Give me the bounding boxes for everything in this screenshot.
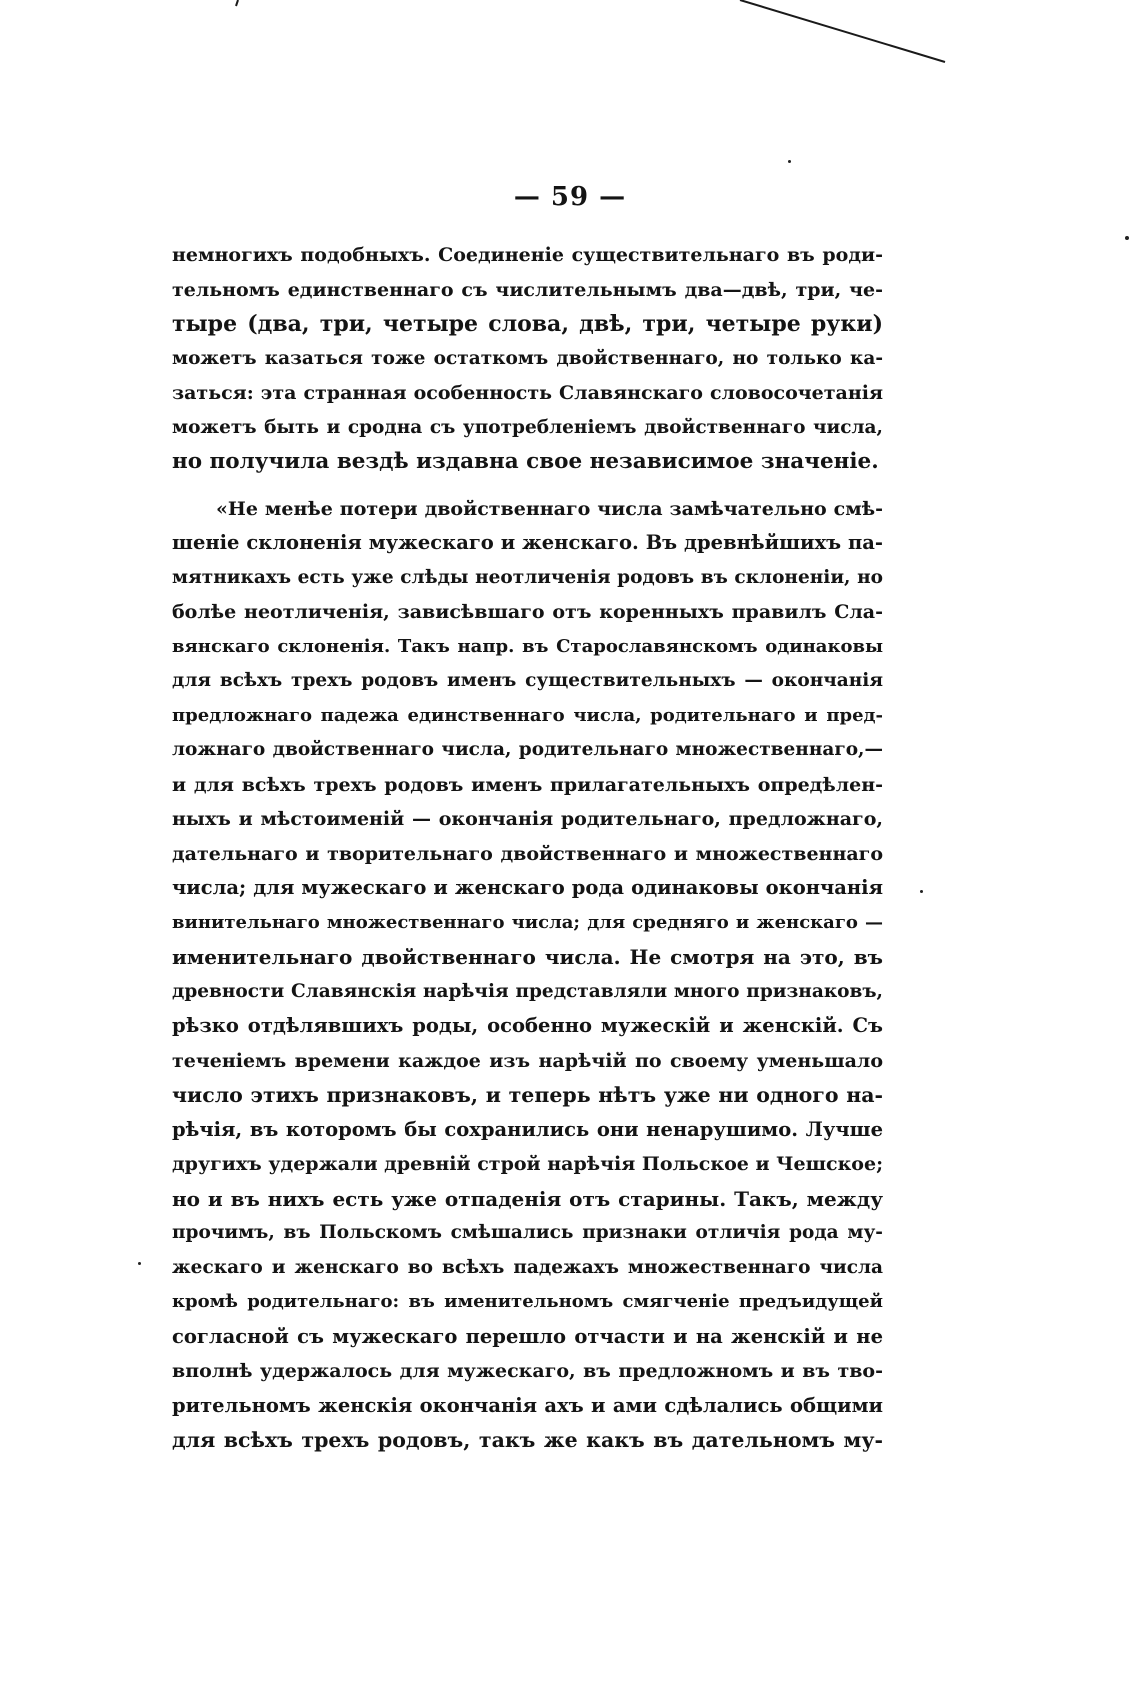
text-line: но получила вездѣ издавна свое независимое значеніе. (172, 449, 879, 474)
text-line: рѣзко отдѣлявшихъ роды, особенно мужескій и женскій. Съ (172, 1014, 883, 1037)
text-line: для всѣхъ трехъ родовъ именъ существительныхъ — окончанія (172, 670, 883, 691)
text-line: теченіемъ времени каждое изъ нарѣчій по своему уменьшало (172, 1049, 883, 1072)
text-line: но и въ нихъ есть уже отпаденія отъ старины. Такъ, между (172, 1186, 883, 1211)
paragraph-2 (172, 492, 883, 1458)
text-line: ныхъ и мѣстоименій — окончанія родительнаго, предложнаго, (172, 808, 883, 830)
text-line: «Не менѣе потери двойственнаго числа замѣчательно смѣ- (216, 497, 883, 520)
text-line: мятникахъ есть уже слѣды неотличенія родовъ въ склоненіи, но (172, 566, 883, 588)
text-line: для всѣхъ трехъ родовъ, такъ же какъ въ дательномъ му- (172, 1428, 883, 1452)
text-line: предложнаго падежа единственнаго числа, родительнаго и пред- (172, 704, 883, 726)
text-line: другихъ удержали древній строй нарѣчія Польское и Чешское; (172, 1153, 883, 1175)
text-line: кромѣ родительнаго: въ именительномъ смягченіе предъидущей (172, 1291, 883, 1312)
text-line: и для всѣхъ трехъ родовъ именъ прилагательныхъ опредѣлен- (172, 773, 883, 796)
text-line: вполнѣ удержалось для мужескаго, въ предложномъ и въ тво- (172, 1360, 883, 1382)
scan-speck (920, 890, 923, 893)
text-line: число этихъ признаковъ, и теперь нѣтъ уже ни одного на- (172, 1083, 883, 1107)
scan-edge-line (0, 0, 1140, 120)
text-line: согласной съ мужескаго перешло отчасти и на женскій и не (172, 1324, 883, 1348)
scan-speck (1125, 236, 1129, 240)
text-line: рительномъ женскія окончанія ахъ и ами сдѣлались общими (172, 1393, 883, 1417)
text-line: шеніе склоненія мужескаго и женскаго. Въ древнѣйшихъ па- (172, 531, 883, 554)
text-line: немногихъ подобныхъ. Соединеніе существительнаго въ роди- (172, 244, 883, 266)
text-line: числа; для мужескаго и женскаго рода одинаковы окончанія (172, 876, 883, 899)
text-line: тельномъ единственнаго съ числительнымъ два—двѣ, три, че- (172, 278, 883, 301)
text-line: ложнаго двойственнаго числа, родительнаго множественнаго,— (172, 739, 883, 760)
page-number: — 59 — (513, 182, 627, 212)
text-line: вянскаго склоненія. Такъ напр. въ Старославянскомъ одинаковы (172, 635, 883, 657)
text-line: именительнаго двойственнаго числа. Не смотря на это, въ (172, 945, 883, 969)
text-line: болѣе неотличенія, зависѣвшаго отъ коренныхъ правилъ Сла- (172, 601, 883, 623)
text-line: заться: эта странная особенность Славянскаго словосочетанія (172, 382, 883, 404)
text-line: жескаго и женскаго во всѣхъ падежахъ множественнаго числа (172, 1256, 883, 1278)
text-line: винительнаго множественнаго числа; для средняго и женскаго — (172, 911, 883, 933)
text-line: древности Славянскія нарѣчія представляли много признаковъ, (172, 980, 883, 1002)
text-line: можетъ быть и сродна съ употребленіемъ двойственнаго числа, (172, 416, 883, 438)
scan-speck (788, 160, 791, 163)
text-line: рѣчія, въ которомъ бы сохранились они ненарушимо. Лучше (172, 1117, 883, 1141)
paragraph-1 (172, 238, 883, 480)
text-line: тыре (два, три, четыре слова, двѣ, три, четыре руки) (172, 311, 883, 337)
text-line: прочимъ, въ Польскомъ смѣшались признаки отличія рода му- (172, 1222, 883, 1243)
text-line: дательнаго и творительнаго двойственнаго и множественнаго (172, 842, 883, 865)
scan-speck (138, 1262, 141, 1265)
text-line: можетъ казаться тоже остаткомъ двойственнаго, но только ка- (172, 347, 883, 369)
body-text (172, 238, 883, 1458)
